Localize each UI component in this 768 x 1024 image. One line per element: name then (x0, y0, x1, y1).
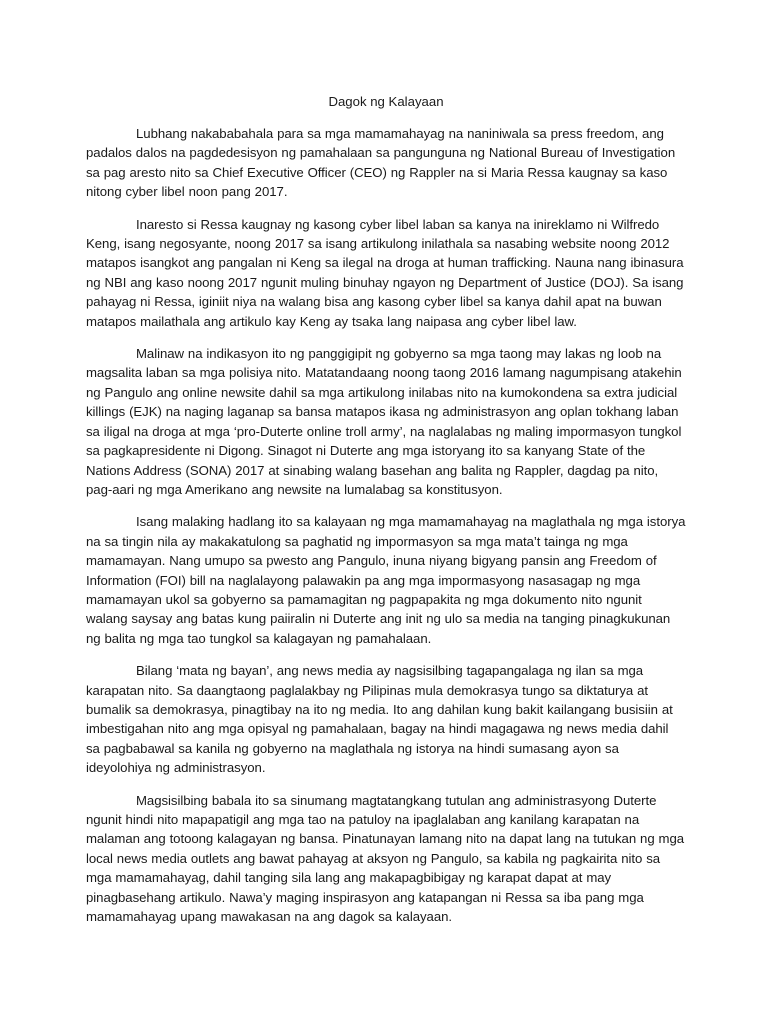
paragraph-2: Inaresto si Ressa kaugnay ng kasong cyber libel laban sa kanya na inireklamo ni Wilfredo Keng, isang negosyante, noong 2017 sa isang artikulong inilathala sa nasabing website noong 2012 matapos isangkot ang pangalan ni Keng sa ilegal na droga at human trafficking. Nauna nang ibinasura ng NBI ang kaso noong 2017 ngunit muling binuhay ngayon ng Department of Justice (DOJ). Sa isang pahayag ni Ressa, iginiit niya na walang bisa ang kasong cyber libel sa kanya dahil apat na buwan matapos mailathala ang artikulo kay Keng ay tsaka lang naipasa ang cyber libel law. (86, 216, 684, 329)
document-body (86, 92, 686, 939)
paragraph-3: Malinaw na indikasyon ito ng panggigipit ng gobyerno sa mga taong may lakas ng loob na magsalita laban sa mga polisiya nito. Matatandaang noong taong 2016 lamang nagumpisang atakehin ng Pangulo ang online newsite dahil sa mga artikulong inilabas nito na kumokondena sa extra judicial killings (EJK) na naging laganap sa bansa matapos ikasa ng administrasyon ang oplan tokhang laban sa iligal na droga at mga ‘pro-Duterte online troll army’, na naglalabas ng maling impormasyon tungkol sa pagkapresidente ni Digong. Sinagot ni Duterte ang mga istoryang ito sa kanyang State of the Nations Address (SONA) 2017 at sinabing walang basehan ang balita ng Rappler, dagdag pa nito, pag-aari ng mga Amerikano ang newsite na lumalabag sa konstitusyon. (86, 346, 682, 497)
paragraph-1: Lubhang nakababahala para sa mga mamamahayag na naniniwala sa press freedom, ang padalos dalos na pagdedesisyon ng pamahalaan sa pangunguna ng National Bureau of Investigation sa pag aresto nito sa Chief Executive Officer (CEO) ng Rappler na si Maria Ressa kaugnay sa kaso nitong cyber libel noon pang 2017. (86, 126, 676, 200)
paragraph-6: Magsisilbing babala ito sa sinumang magtatangkang tutulan ang administrasyong Duterte ngunit hindi nito mapapatigil ang mga tao na patuloy na ipaglalaban ang kanilang karapatan na malaman ang totoong kalagayan ng bansa. Pinatunayan lamang nito na dapat lang na tutukan ng mga local news media outlets ang bawat pahayag at aksyon ng Pangulo, sa kabila ng pagkairita nito sa mga mamamahayag, dahil tanging sila lang ang makapagbibigay ng karapat dapat at may pinagbasehang artikulo. Nawa’y maging inspirasyon ang katapangan ni Ressa sa iba pang mga mamamahayag upang mawakasan na ang dagok sa kalayaan. (86, 792, 685, 925)
paragraph-5: Bilang ‘mata ng bayan’, ang news media ay nagsisilbing tagapangalaga ng ilan sa mga karapatan nito. Sa daangtaong paglalakbay ng Pilipinas mula demokrasya tungo sa diktaturya at bumalik sa demokrasya, pinagtibay na ito ng media. Ito ang dahilan kung bakit kailangang busisiin at imbestigahan nito ang mga opisyal ng pamahalaan, bagay na hindi magagawa ng news media dahil sa pagbabawal sa kanila ng gobyerno na maglathala ng istorya na hindi sumasang ayon sa ideyolohiya ng administrasyon. (86, 663, 673, 776)
paragraph-4: Isang malaking hadlang ito sa kalayaan ng mga mamamahayag na maglathala ng mga istorya na sa tingin nila ay makakatulong sa paghatid ng impormasyon sa mga mata’t tainga ng mga mamamayan. Nang umupo sa pwesto ang Pangulo, inuna niyang bigyang pansin ang Freedom of Information (FOI) bill na naglalayong palawakin pa ang mga impormasyong nasasagap ng mga mamamayan ukol sa gobyerno sa pamamagitan ng pagpapakita ng mga dokumento nito ngunit walang saysay ang batas kung paiiralin ni Duterte ang init ng ulo sa media na tanging pinagkukunan ng balita ng mga tao tungkol sa kalagayan ng pamahalaan. (86, 514, 686, 646)
document-title: Dagok ng Kalayaan (328, 94, 444, 109)
